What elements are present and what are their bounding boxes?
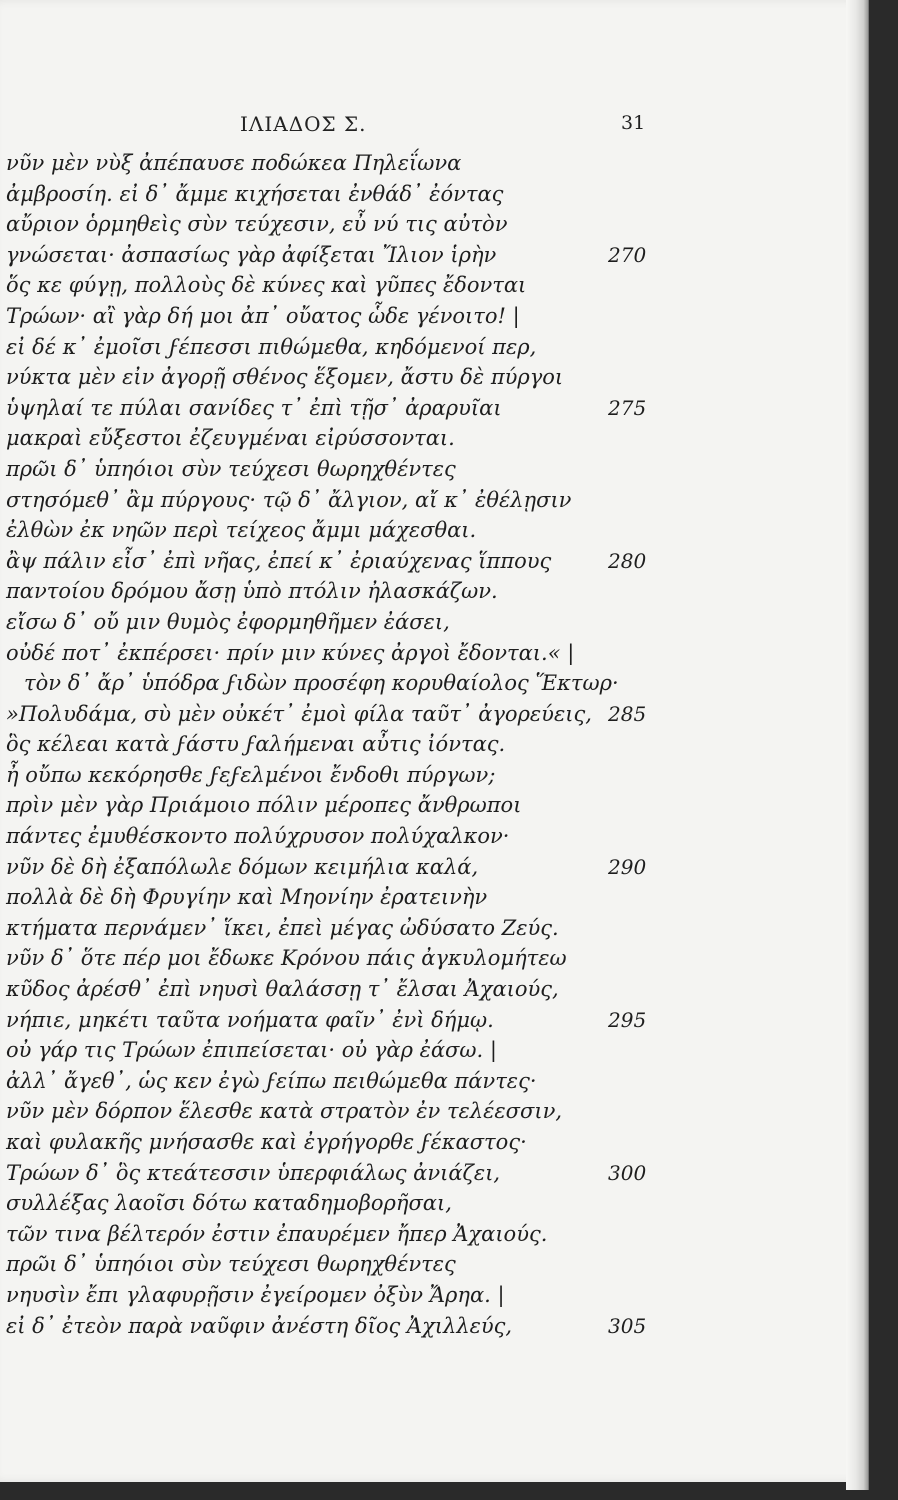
verse-block — [0, 148, 862, 1341]
line-number: 280 — [608, 548, 647, 573]
verse-text: νῦν μὲν δόρπον ἕλεσθε κατὰ στρατὸν ἐν τελέεσσιν, — [6, 1099, 563, 1124]
line-number: 300 — [608, 1160, 647, 1185]
verse-text: κτήματα περνάμεν᾽ ἵκει, ἐπεὶ μέγας ὠδύσατο Ζεύς. — [6, 915, 559, 940]
verse-text: ἀμβροσίη. εἰ δ᾽ ἄμμε κιχήσεται ἐνθάδ᾽ ἐόντας — [6, 181, 504, 206]
verse-text: πρῶι δ᾽ ὑπηόιοι σὺν τεύχεσι θωρηχθέντες — [6, 1252, 456, 1277]
verse-line — [0, 576, 862, 607]
verse-line — [0, 729, 862, 760]
page-header-title: ΙΛΙΑΔΟΣ Σ. — [240, 112, 367, 136]
verse-text: νῦν μὲν νὺξ ἀπέπαυσε ποδώκεα Πηλεΐωνα — [6, 151, 462, 175]
verse-line — [0, 1096, 862, 1127]
verse-text: πάντες ἐμυθέσκοντο πολύχρυσον πολύχαλκον· — [6, 824, 510, 849]
page-number: 31 — [621, 112, 646, 134]
verse-text: Τρώων δ᾽ ὃς κτεάτεσσιν ὑπερφιάλως ἀνιάζει, — [6, 1160, 501, 1185]
verse-line — [0, 270, 862, 301]
verse-text: εἰ δέ κ᾽ ἐμοῖσι ϝέπεσσι πιθώμεθα, κηδόμενοί περ, — [6, 334, 537, 359]
verse-text: νῦν δ᾽ ὅτε πέρ μοι ἔδωκε Κρόνου πάις ἀγκυλομήτεω — [6, 946, 567, 971]
verse-line — [0, 1035, 862, 1066]
verse-text: πρὶν μὲν γὰρ Πριάμοιο πόλιν μέροπες ἄνθρωποι — [6, 793, 522, 818]
verse-line — [0, 638, 862, 669]
verse-line — [0, 760, 862, 791]
verse-text: κῦδος ἀρέσθ᾽ ἐπὶ νηυσὶ θαλάσσῃ τ᾽ ἔλσαι Ἀχαιούς, — [6, 977, 559, 1002]
verse-text: οὐδέ ποτ᾽ ἐκπέρσει· πρίν μιν κύνες ἀργοὶ ἔδονται.« | — [6, 640, 575, 665]
verse-text: νῦν δὲ δὴ ἐξαπόλωλε δόμων κειμήλια καλά, — [6, 854, 479, 879]
verse-text: νήπιε, μηκέτι ταῦτα νοήματα φαῖν᾽ ἐνὶ δήμῳ. — [6, 1007, 494, 1032]
verse-line — [0, 913, 862, 944]
verse-line — [0, 362, 862, 393]
verse-text: αὔριον ὁρμηθεὶς σὺν τεύχεσιν, εὖ νύ τις αὐτὸν — [6, 212, 508, 237]
verse-line — [0, 668, 862, 699]
verse-line — [0, 882, 862, 913]
verse-line — [0, 332, 862, 363]
verse-line — [0, 515, 862, 546]
verse-text: ὅς κε φύγῃ, πολλοὺς δὲ κύνες καὶ γῦπες ἔδονται — [6, 273, 527, 298]
verse-text: ἦ οὔπω κεκόρησθε ϝεϝελμένοι ἔνδοθι πύργων; — [6, 762, 496, 787]
verse-text: ἂψ πάλιν εἶσ᾽ ἐπὶ νῆας, ἐπεί κ᾽ ἐριαύχενας ἵππους — [6, 548, 552, 573]
verse-text: παντοίου δρόμου ἄσῃ ὑπὸ πτόλιν ἠλασκάζων. — [6, 579, 498, 604]
verse-text: νύκτα μὲν εἰν ἀγορῇ σθένος ἕξομεν, ἄστυ δὲ πύργοι — [6, 365, 564, 390]
verse-line — [0, 790, 862, 821]
verse-line — [0, 1127, 862, 1158]
verse-text: ἐλθὼν ἐκ νηῶν περὶ τείχεος ἄμμι μάχεσθαι. — [6, 518, 477, 543]
verse-line — [0, 423, 862, 454]
verse-text: νηυσὶν ἔπι γλαφυρῇσιν ἐγείρομεν ὀξὺν Ἄρηα. | — [6, 1282, 505, 1307]
verse-text: »Πολυδάμα, σὺ μὲν οὐκέτ᾽ ἐμοὶ φίλα ταῦτ᾽ ἀγορεύεις, — [6, 701, 592, 726]
verse-line — [0, 1249, 862, 1280]
verse-line — [0, 209, 862, 240]
verse-line — [0, 546, 862, 577]
verse-line — [0, 821, 862, 852]
verse-line — [0, 1311, 862, 1342]
line-number: 270 — [608, 242, 647, 267]
verse-line — [0, 179, 862, 210]
verse-text: ὑψηλαί τε πύλαι σανίδες τ᾽ ἐπὶ τῇσ᾽ ἀραρυῖαι — [6, 395, 502, 420]
verse-line — [0, 454, 862, 485]
line-number: 275 — [608, 395, 647, 420]
verse-line — [0, 852, 862, 883]
verse-text: τῶν τινα βέλτερόν ἐστιν ἐπαυρέμεν ἤπερ Ἀχαιούς. — [6, 1221, 548, 1246]
verse-line — [0, 148, 862, 179]
line-number: 285 — [608, 701, 647, 726]
verse-line — [0, 1005, 862, 1036]
verse-line — [0, 699, 862, 730]
line-number: 305 — [608, 1313, 647, 1338]
verse-text: καὶ φυλακῆς μνήσασθε καὶ ἐγρήγορθε ϝέκαστος· — [6, 1130, 527, 1154]
verse-line — [0, 607, 862, 638]
page-edge — [846, 0, 869, 1490]
verse-text: γνώσεται· ἀσπασίως γὰρ ἀφίξεται Ἴλιον ἱρὴν — [6, 242, 497, 267]
verse-text: ὃς κέλεαι κατὰ ϝάστυ ϝαλήμεναι αὖτις ἰόντας. — [6, 732, 506, 757]
verse-text: μακραὶ εὔξεστοι ἐζευγμέναι εἰρύσσονται. — [6, 426, 455, 451]
verse-text: πρῶι δ᾽ ὑπηόιοι σὺν τεύχεσι θωρηχθέντες — [6, 456, 456, 481]
verse-text: οὐ γάρ τις Τρώων ἐπιπείσεται· οὐ γὰρ ἐάσω. | — [6, 1038, 497, 1063]
line-number: 290 — [608, 854, 647, 879]
verse-text: συλλέξας λαοῖσι δότω καταδημοβορῆσαι, — [6, 1191, 452, 1216]
running-head — [0, 112, 862, 142]
verse-line — [0, 393, 862, 424]
line-number: 295 — [608, 1007, 647, 1032]
verse-line — [0, 1066, 862, 1097]
verse-text: εἰ δ᾽ ἐτεὸν παρὰ ναῦφιν ἀνέστη δῖος Ἀχιλλεύς, — [6, 1313, 513, 1338]
verse-line — [0, 240, 862, 271]
verse-line — [0, 943, 862, 974]
verse-text: τὸν δ᾽ ἄρ᾽ ὑπόδρα ϝιδὼν προσέφη κορυθαίολος Ἕκτωρ· — [24, 671, 619, 696]
verse-line — [0, 485, 862, 516]
verse-line — [0, 301, 862, 332]
verse-line — [0, 974, 862, 1005]
verse-line — [0, 1280, 862, 1311]
verse-line — [0, 1188, 862, 1219]
verse-text: Τρώων· αἲ γὰρ δή μοι ἀπ᾽ οὔατος ὧδε γένοιτο! | — [6, 303, 520, 328]
verse-text: ἀλλ᾽ ἄγεθ᾽, ὡς κεν ἐγὼ ϝείπω πειθώμεθα πάντες· — [6, 1068, 537, 1093]
verse-line — [0, 1219, 862, 1250]
verse-line — [0, 1158, 862, 1189]
verse-text: στησόμεθ᾽ ἂμ πύργους· τῷ δ᾽ ἄλγιον, αἴ κ᾽ ἐθέλῃσιν — [6, 487, 572, 512]
verse-text: πολλὰ δὲ δὴ Φρυγίην καὶ Μηονίην ἐρατεινὴν — [6, 885, 488, 910]
verse-text: εἴσω δ᾽ οὔ μιν θυμὸς ἐφορμηθῆμεν ἐάσει, — [6, 609, 450, 634]
